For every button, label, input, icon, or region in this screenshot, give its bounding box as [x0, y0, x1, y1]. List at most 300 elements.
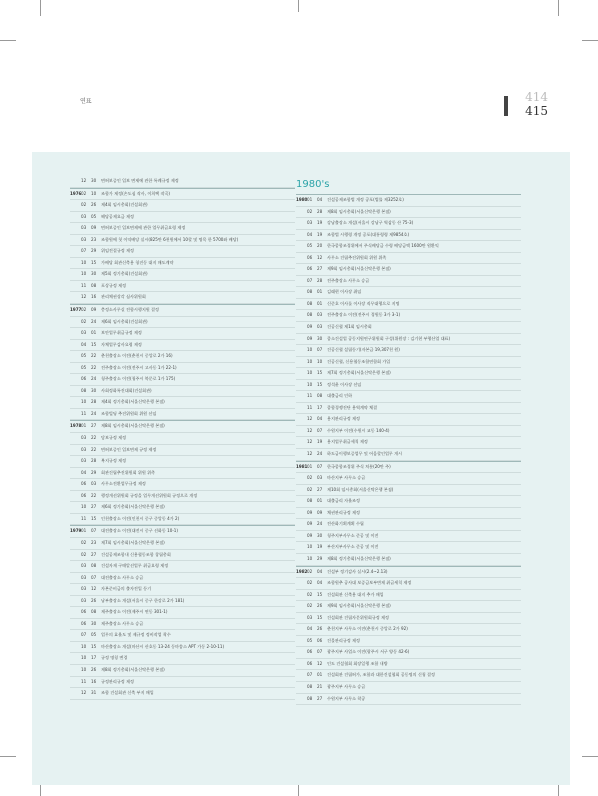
timeline-year — [70, 653, 81, 664]
timeline-month: 11 — [81, 515, 87, 521]
timeline-event: 종소건설업 공동지원연구위원회 구성(위원장 : 김기현 부행산업 대표) — [327, 335, 451, 341]
timeline-event: 제6회 정기총회(서울신탁은행 본점) — [101, 504, 165, 510]
timeline-month: 06 — [307, 266, 313, 272]
timeline-day: 16 — [91, 678, 97, 684]
timeline-row — [70, 479, 295, 491]
timeline-day: 15 — [91, 515, 97, 521]
timeline-day: 04 — [317, 416, 323, 422]
timeline-event: 제4회 임시총회(건설회관) — [101, 202, 148, 208]
timeline-month: 10 — [307, 347, 313, 353]
timeline-day: 05 — [91, 213, 97, 219]
timeline-event: 제6회 임시총회(건설회관) — [101, 318, 148, 324]
timeline-event: 사무소전환업무규정 제정 — [101, 481, 146, 487]
timeline-row — [296, 682, 521, 694]
timeline-month: 06 — [81, 492, 87, 498]
timeline-month: 03 — [81, 563, 87, 569]
timeline-row — [70, 491, 295, 503]
timeline-event: 면허보증인 입보면제에 관한 업무취급요령 제정 — [101, 225, 186, 231]
timeline-year — [296, 485, 307, 496]
timeline-day: 09 — [91, 225, 97, 231]
timeline-day: 12 — [317, 254, 323, 260]
timeline-event: 건설회관 건립허가, 조합과 대한건설협회 공동명의 신청 결정 — [327, 672, 435, 678]
timeline-row — [70, 340, 295, 352]
timeline-event: 건설공제조합내 신용협동조합 창립총회 — [101, 551, 171, 557]
timeline-month: 03 — [81, 597, 87, 603]
timeline-year — [70, 363, 81, 374]
timeline-day: 01 — [317, 672, 323, 678]
timeline-year — [70, 246, 81, 257]
timeline-day: 27 — [317, 486, 323, 492]
timeline-day: 03 — [317, 324, 323, 330]
timeline-day: 04 — [317, 197, 323, 202]
timeline-event: 춘천지부 사무소 이전(춘천시 중앙로 2가 92) — [327, 626, 408, 632]
timeline-month: 05 — [307, 637, 313, 643]
timeline-row — [296, 437, 521, 449]
timeline-row — [70, 433, 295, 445]
timeline-month: 04 — [81, 341, 87, 347]
timeline-event: 전주출장소 이전(전주시 고사동 1가 22-1) — [101, 364, 177, 370]
timeline-row — [70, 246, 295, 258]
timeline-event: 조합가 제정(손도심 작사, 이희택 작곡) — [101, 190, 171, 196]
timeline-month: 11 — [81, 410, 87, 416]
timeline-year — [296, 368, 307, 379]
timeline-row — [296, 345, 521, 357]
timeline-event: 김래현 이사장 취임 — [327, 289, 362, 295]
timeline-year — [296, 357, 307, 368]
timeline-month: 09 — [307, 521, 313, 527]
timeline-day: 07 — [91, 528, 97, 534]
timeline-event: 제8회 정기총회(서울신탁은행 본점) — [327, 555, 391, 561]
timeline-row — [70, 281, 295, 293]
timeline-event: 제주출장소 이전(제주시 연동 301-1) — [101, 609, 168, 615]
timeline-month: 04 — [307, 231, 313, 237]
timeline-event: 건설회관 건립자문위원회규정 제정 — [327, 614, 389, 620]
timeline-event: 건물관리규정 제정 — [327, 637, 360, 643]
timeline-day: 09 — [91, 307, 97, 313]
timeline-row — [70, 374, 295, 386]
timeline-year — [70, 212, 81, 223]
timeline-day: 23 — [91, 236, 97, 242]
timeline-day: 24 — [91, 410, 97, 416]
timeline-event: 면허보증인 입보 면제에 관한 특례규정 제정 — [101, 178, 179, 183]
timeline-event: 회관건립추진위원회 위원 위촉 — [101, 469, 156, 475]
timeline-year — [296, 345, 307, 356]
timeline-event: 부산지부사무소 준공 및 이전 — [327, 544, 379, 550]
timeline-year — [70, 561, 81, 572]
timeline-day: 15 — [317, 381, 323, 387]
timeline-month: 10 — [81, 643, 87, 649]
timeline-year — [70, 200, 81, 211]
timeline-row — [296, 253, 521, 265]
timeline-row — [70, 468, 295, 480]
timeline-day: 07 — [317, 649, 323, 655]
timeline-day: 29 — [91, 248, 97, 254]
timeline-day: 04 — [317, 568, 323, 574]
timeline-year — [296, 636, 307, 647]
timeline-month: 07 — [307, 277, 313, 283]
timeline-year — [70, 514, 81, 525]
timeline-year — [70, 550, 81, 561]
timeline-day: 28 — [317, 277, 323, 283]
timeline-day: 07 — [317, 347, 323, 353]
timeline-year — [70, 584, 81, 595]
timeline-month: 09 — [307, 335, 313, 341]
timeline-event: 종합경쟁진단 용역계약 체결 — [327, 404, 378, 410]
timeline-row — [70, 630, 295, 642]
crop-mark — [582, 756, 598, 757]
timeline-year — [70, 445, 81, 456]
timeline-month: 06 — [81, 481, 87, 487]
timeline-month: 02 — [307, 475, 313, 481]
timeline-year — [296, 624, 307, 635]
timeline-row — [296, 636, 521, 648]
timeline-month: 03 — [307, 220, 313, 226]
timeline-row — [70, 188, 295, 201]
timeline-event: 규정관리규정 제정 — [101, 678, 134, 684]
timeline-row — [296, 485, 521, 497]
timeline-year — [296, 659, 307, 670]
timeline-year — [296, 670, 307, 681]
timeline-year — [296, 253, 307, 264]
timeline-event: 한국종합조경위에서 주식배당금 수령 배당금액 1600만 원환익 — [327, 243, 439, 249]
timeline-row — [70, 292, 295, 304]
timeline-column-left — [70, 176, 295, 700]
timeline-row — [70, 653, 295, 665]
timeline-day: 04 — [317, 580, 323, 586]
timeline-day: 08 — [317, 393, 323, 399]
timeline-year — [296, 276, 307, 287]
timeline-month: 10 — [81, 504, 87, 510]
timeline-year — [296, 682, 307, 693]
timeline-row — [70, 386, 295, 398]
timeline-row — [296, 519, 521, 531]
timeline-year — [70, 292, 81, 303]
timeline-event: 보안업무취급규정 제정 — [101, 330, 142, 336]
timeline-month: 03 — [81, 586, 87, 592]
timeline-row — [296, 380, 521, 392]
timeline-month: 12 — [81, 178, 87, 183]
timeline-day: 30 — [91, 387, 97, 393]
timeline-year: 1981 — [296, 463, 308, 469]
timeline-day: 19 — [317, 231, 323, 237]
timeline-event: 담보규정 제정 — [101, 435, 127, 441]
timeline-row — [296, 449, 521, 461]
timeline-year — [296, 299, 307, 310]
timeline-month: 12 — [307, 416, 313, 422]
decade-heading: 1980's — [296, 179, 330, 190]
timeline-event: 복지규정 제정 — [101, 458, 127, 464]
timeline-day: 12 — [317, 660, 323, 666]
timeline-year — [296, 531, 307, 542]
timeline-event: 조합원추 공사대 보증금보부변제 취급세칙 제정 — [327, 580, 412, 586]
timeline-year — [70, 491, 81, 502]
timeline-column-right — [296, 176, 521, 705]
timeline-month: 10 — [307, 544, 313, 550]
timeline-year — [296, 380, 307, 391]
timeline-row — [70, 351, 295, 363]
timeline-month: 08 — [307, 312, 313, 318]
timeline-month: 12 — [81, 294, 87, 300]
timeline-year — [70, 630, 81, 641]
timeline-day: 22 — [91, 353, 97, 359]
timeline-month: 08 — [307, 289, 313, 295]
timeline-day: 03 — [317, 475, 323, 481]
timeline-day: 12 — [91, 586, 97, 592]
timeline-month: 08 — [307, 498, 313, 504]
timeline-month: 10 — [81, 271, 87, 277]
crop-mark — [0, 40, 16, 41]
timeline-event: 제9회 임시총회(서울신탁은행 본점) — [327, 603, 391, 609]
timeline-year — [296, 230, 307, 241]
timeline-month: 11 — [81, 678, 87, 684]
timeline-event: 춘천출장소 이전(춘천시 중앙로 2가 16) — [101, 353, 173, 359]
timeline-event: 행정개선위원회 규정을 업무개선위원회 규정으로 개정 — [101, 492, 198, 498]
timeline-year — [70, 619, 81, 630]
timeline-month: 01 — [81, 423, 87, 429]
timeline-day: 19 — [317, 220, 323, 226]
timeline-event: 광주지부 사업소 이전(광주시 서구 양동 42-6) — [327, 649, 410, 655]
timeline-day: 22 — [91, 364, 97, 370]
timeline-month: 03 — [81, 446, 87, 452]
timeline-row — [296, 670, 521, 682]
timeline-event: 제8회 정기총회(서울신탁은행 본점) — [101, 666, 165, 672]
timeline-year — [296, 578, 307, 589]
timeline-month: 04 — [81, 469, 87, 475]
timeline-row — [296, 694, 521, 706]
timeline-month: 05 — [81, 353, 87, 359]
timeline-year — [296, 426, 307, 437]
timeline-row — [70, 420, 295, 433]
timeline-month: 02 — [81, 318, 87, 324]
timeline-row — [296, 647, 521, 659]
timeline-event: 포상규정 제정 — [101, 282, 127, 288]
timeline-day: 10 — [91, 190, 97, 196]
timeline-event: 자본준비금의 출자전입 등기 — [101, 586, 152, 592]
timeline-year — [296, 613, 307, 624]
timeline-event: 건설부 정기감사 실시(2.4~2.13) — [327, 568, 388, 574]
timeline-year — [296, 310, 307, 321]
timeline-month: 05 — [307, 243, 313, 249]
timeline-row — [296, 322, 521, 334]
timeline-event: 건설회관 신축용 대지 추가 매입 — [327, 591, 384, 597]
timeline-event: 전주출장소 사무소 승급 — [327, 277, 370, 283]
timeline-month: 02 — [81, 307, 87, 313]
timeline-month: 12 — [81, 690, 87, 696]
timeline-month: 06 — [307, 254, 313, 260]
timeline-row — [70, 269, 295, 281]
timeline-day: 26 — [91, 202, 97, 208]
timeline-day: 22 — [91, 492, 97, 498]
page-number-prev: 414 — [525, 90, 548, 104]
timeline-event: 청주지부사무소 준공 및 이전 — [327, 532, 379, 538]
timeline-row — [70, 304, 295, 317]
timeline-day: 01 — [317, 498, 323, 504]
timeline-day: 15 — [91, 259, 97, 265]
timeline-month: 02 — [307, 580, 313, 586]
timeline-month: 02 — [81, 202, 87, 208]
timeline-day: 31 — [91, 690, 97, 696]
timeline-row — [70, 445, 295, 457]
timeline-month: 10 — [81, 399, 87, 405]
timeline-row — [70, 573, 295, 585]
timeline-month: 03 — [81, 574, 87, 580]
timeline-event: 대출금리 인하 — [327, 393, 353, 399]
timeline-month: 08 — [307, 300, 313, 306]
page-number-current: 415 — [525, 104, 548, 118]
timeline-day: 19 — [317, 544, 323, 550]
timeline-day: 24 — [317, 521, 323, 527]
timeline-row — [296, 264, 521, 276]
timeline-row — [70, 456, 295, 468]
timeline-day: 30 — [91, 271, 97, 277]
timeline-row — [70, 550, 295, 562]
timeline-year — [70, 340, 81, 351]
timeline-year — [70, 328, 81, 339]
timeline-year — [70, 409, 81, 420]
timeline-event: 남부출장소 개설(서울시 중구 한강로 2가 181) — [101, 597, 185, 603]
timeline-event: 제8회 임시총회(서울신탁은행 본점) — [101, 423, 165, 429]
timeline-year — [70, 538, 81, 549]
timeline-day: 07 — [317, 463, 323, 469]
timeline-month: 12 — [307, 427, 313, 433]
timeline-day: 09 — [317, 509, 323, 515]
timeline-month: 03 — [307, 614, 313, 620]
timeline-year — [296, 601, 307, 612]
timeline-event: 제7회 임시총회(서울신탁은행 본점) — [101, 539, 165, 545]
timeline-day: 10 — [317, 358, 323, 364]
timeline-event: 사회정화특진대회(건설회관) — [101, 387, 152, 393]
timeline-day: 20 — [317, 243, 323, 249]
timeline-day: 19 — [317, 439, 323, 445]
timeline-event: 위임전결규정 제정 — [101, 248, 134, 254]
timeline-row — [70, 409, 295, 421]
timeline-day: 26 — [317, 626, 323, 632]
timeline-day: 23 — [91, 539, 97, 545]
timeline-month: 09 — [307, 509, 313, 515]
timeline-row — [296, 554, 521, 566]
timeline-month: 03 — [81, 458, 87, 464]
timeline-year — [296, 496, 307, 507]
timeline-month: 01 — [307, 197, 313, 202]
timeline-month: 10 — [81, 666, 87, 672]
timeline-year — [296, 207, 307, 218]
timeline-month: 06 — [81, 609, 87, 615]
timeline-day: 24 — [91, 376, 97, 382]
timeline-month: 10 — [307, 358, 313, 364]
timeline-row — [296, 368, 521, 380]
timeline-event: 청주출장소 이전(청주시 북문로 1가 175) — [101, 376, 176, 382]
timeline-row — [296, 230, 521, 242]
timeline-row — [296, 531, 521, 543]
timeline-day: 15 — [317, 591, 323, 597]
timeline-day: 29 — [91, 469, 97, 475]
timeline-event: 건공신협 설립등기(자본금 19,307천 원) — [327, 347, 400, 353]
timeline-month: 01 — [81, 528, 87, 534]
timeline-row — [70, 642, 295, 654]
timeline-year: 1982 — [296, 568, 308, 574]
timeline-month: 03 — [81, 236, 87, 242]
timeline-row — [70, 176, 295, 188]
timeline-month: 10 — [307, 370, 313, 376]
timeline-row — [296, 496, 521, 508]
timeline-month: 06 — [81, 620, 87, 626]
timeline-day: 30 — [91, 620, 97, 626]
timeline-day: 27 — [317, 266, 323, 272]
timeline-day: 22 — [91, 446, 97, 452]
timeline-event: 대전출장소 사무소 승급 — [101, 574, 144, 580]
timeline-year — [70, 235, 81, 246]
timeline-event: 제4회 정기총회(서울신탁은행 본점) — [101, 399, 165, 405]
timeline-day: 16 — [91, 294, 97, 300]
timeline-year — [296, 519, 307, 530]
timeline-event: 마산지부 사무소 승급 — [327, 475, 366, 481]
timeline-day: 26 — [91, 666, 97, 672]
timeline-row — [296, 473, 521, 485]
timeline-row — [296, 403, 521, 415]
timeline-month: 08 — [307, 683, 313, 689]
timeline-day: 27 — [91, 504, 97, 510]
crop-mark — [298, 784, 299, 796]
timeline-month: 10 — [307, 381, 313, 387]
timeline-year — [296, 449, 307, 460]
timeline-month: 10 — [81, 259, 87, 265]
timeline-event: 전산화기획계획 수립 — [327, 521, 364, 527]
timeline-day: 26 — [91, 597, 97, 603]
timeline-month: 04 — [307, 626, 313, 632]
timeline-row — [70, 502, 295, 514]
timeline-year — [296, 694, 307, 705]
timeline-month: 02 — [81, 539, 87, 545]
timeline-event: 제7회 정기총회(서울신탁은행 본점) — [327, 370, 391, 376]
timeline-event: 가배당 회관신축용 청진동 대지 매도계약 — [101, 259, 174, 265]
timeline-row — [70, 212, 295, 224]
timeline-event: 건공신협 제1회 임시총회 — [327, 324, 372, 330]
timeline-row — [296, 624, 521, 636]
timeline-row — [70, 235, 295, 247]
timeline-month: 02 — [307, 486, 313, 492]
timeline-event: 사무소 건립추진위원회 위원 위촉 — [327, 254, 387, 260]
timeline-day: 24 — [317, 451, 323, 457]
timeline-row — [296, 218, 521, 230]
timeline-row — [296, 310, 521, 322]
timeline-year: 1976 — [70, 190, 82, 196]
timeline-month: 06 — [307, 649, 313, 655]
timeline-day: 30 — [317, 532, 323, 538]
timeline-event: 채권관리규정 제정 — [327, 509, 360, 515]
timeline-row — [296, 194, 521, 207]
timeline-year — [296, 334, 307, 345]
timeline-event: 조합빌딩 추진위원회 위원 선임 — [101, 410, 157, 416]
timeline-event: 규정 명칭 변경 — [101, 655, 128, 661]
timeline-day: 15 — [91, 643, 97, 649]
timeline-row — [296, 276, 521, 288]
timeline-month: 09 — [307, 324, 313, 330]
timeline-day: 03 — [317, 312, 323, 318]
timeline-day: 29 — [317, 555, 323, 561]
timeline-day: 01 — [317, 300, 323, 306]
timeline-event: 조합원에 첫 이익배당 실시(825만 6천원에서 10할 및 명목 한 5700좌 배당) — [101, 236, 239, 242]
timeline-month: 07 — [81, 248, 87, 254]
timeline-month: 09 — [307, 532, 313, 538]
timeline-row — [70, 665, 295, 677]
timeline-day: 28 — [91, 458, 97, 464]
timeline-day: 27 — [317, 695, 323, 701]
timeline-event: 조합법 시행령 개정 공포(대통령령 제9854호) — [327, 231, 410, 237]
timeline-month: 06 — [81, 376, 87, 382]
timeline-month: 12 — [307, 451, 313, 457]
timeline-event: 수원지부 사무소 착공 — [327, 695, 366, 701]
timeline-event: 한국종합조경위 주식 처분(20만 주) — [327, 463, 391, 469]
